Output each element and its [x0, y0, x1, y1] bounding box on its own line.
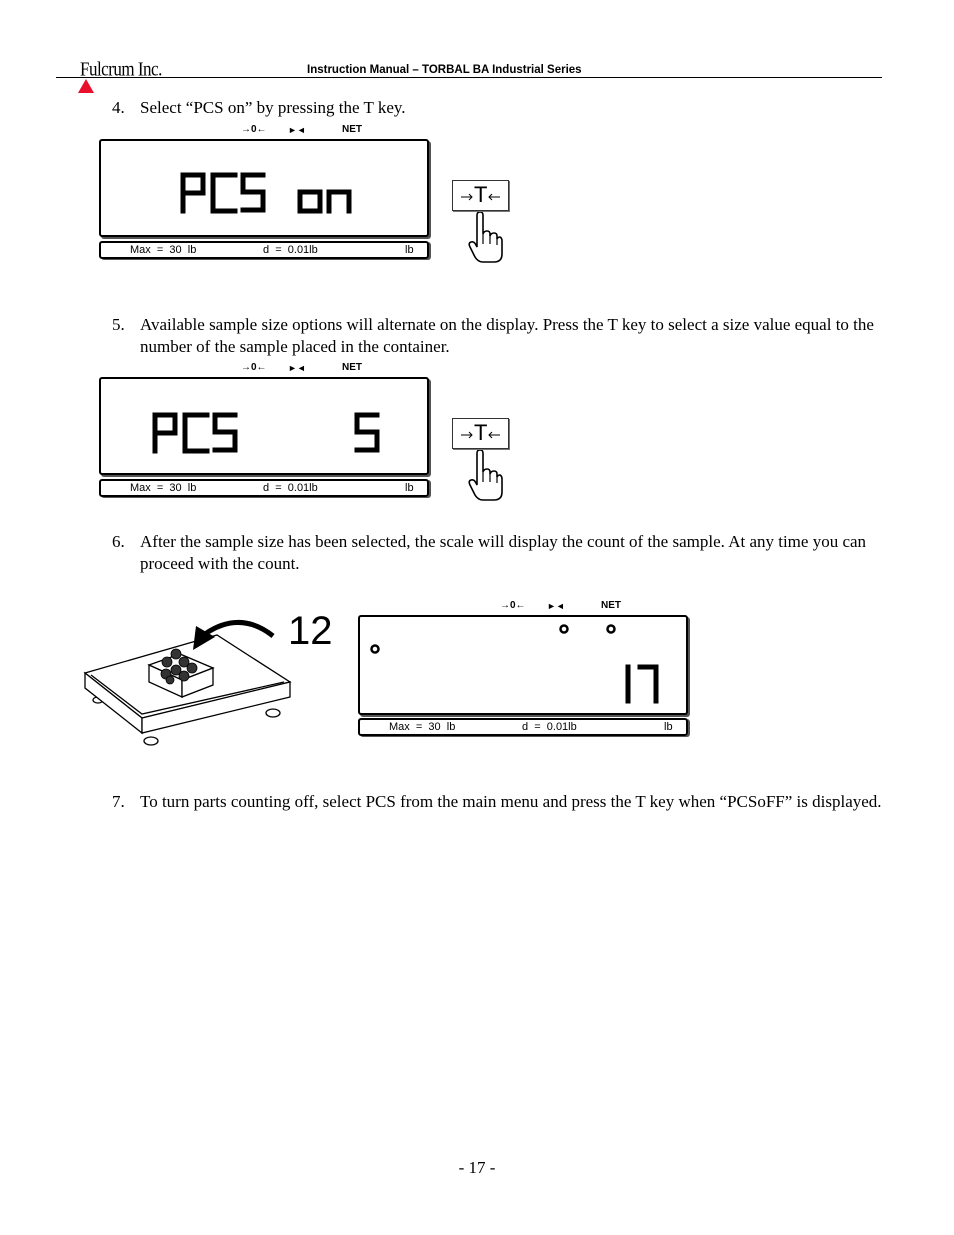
zero-indicator: →0←: [241, 124, 267, 135]
spec-division: d = 0.01lb: [522, 721, 577, 733]
tare-indicator: ►◄: [288, 125, 306, 135]
spec-division: d = 0.01lb: [263, 244, 318, 256]
spec-max: Max = 30 lb: [130, 244, 197, 256]
spec-bar: [99, 241, 429, 259]
segment-readout: [360, 617, 686, 713]
net-indicator: NET: [342, 124, 362, 135]
tare-key-label: T: [474, 420, 488, 445]
spec-unit: lb: [405, 482, 414, 494]
tare-indicator: ►◄: [547, 601, 565, 611]
header-divider: [56, 77, 882, 78]
lcd-screen: [99, 377, 429, 475]
header-title: Instruction Manual – TORBAL BA Industrial Series: [307, 64, 582, 76]
pointing-hand-icon: [467, 212, 503, 264]
tare-key-button[interactable]: [452, 418, 509, 449]
spec-unit: lb: [405, 244, 414, 256]
segment-readout: [101, 141, 427, 235]
step-number: 4.: [112, 98, 125, 117]
page-number: - 17 -: [458, 1158, 496, 1177]
net-indicator: NET: [342, 362, 362, 373]
net-indicator: NET: [601, 600, 621, 611]
tare-key-label: T: [474, 182, 488, 207]
spec-max: Max = 30 lb: [130, 482, 197, 494]
lcd-screen: [358, 615, 688, 715]
spec-max: Max = 30 lb: [389, 721, 456, 733]
zero-indicator: →0←: [500, 600, 526, 611]
lcd-screen: [99, 139, 429, 237]
step-text: To turn parts counting off, select PCS from the main menu and press the T key when “PCSoFF” is displayed.: [140, 792, 882, 811]
tare-indicator: ►◄: [288, 363, 306, 373]
sample-count-label: 12: [288, 609, 333, 653]
step-text: After the sample size has been selected, the scale will display the count of the sample. At any time you can proceed with the count.: [140, 532, 867, 573]
step-number: 6.: [112, 532, 125, 551]
step-number: 7.: [112, 792, 125, 811]
step-text: Available sample size options will alternate on the display. Press the T key to select a size value equal to the number of the sample placed in the container.: [140, 315, 874, 356]
step-text: Select “PCS on” by pressing the T key.: [140, 98, 406, 117]
pointing-hand-icon: [467, 450, 503, 502]
logo-triangle-icon: [78, 79, 94, 93]
tare-key-button[interactable]: [452, 180, 509, 211]
company-logo: Fulcrum Inc.: [80, 58, 162, 80]
spec-bar: [358, 718, 688, 736]
zero-indicator: →0←: [241, 362, 267, 373]
spec-unit: lb: [664, 721, 673, 733]
segment-readout: [101, 379, 427, 473]
step-number: 5.: [112, 315, 125, 334]
spec-bar: [99, 479, 429, 497]
spec-division: d = 0.01lb: [263, 482, 318, 494]
